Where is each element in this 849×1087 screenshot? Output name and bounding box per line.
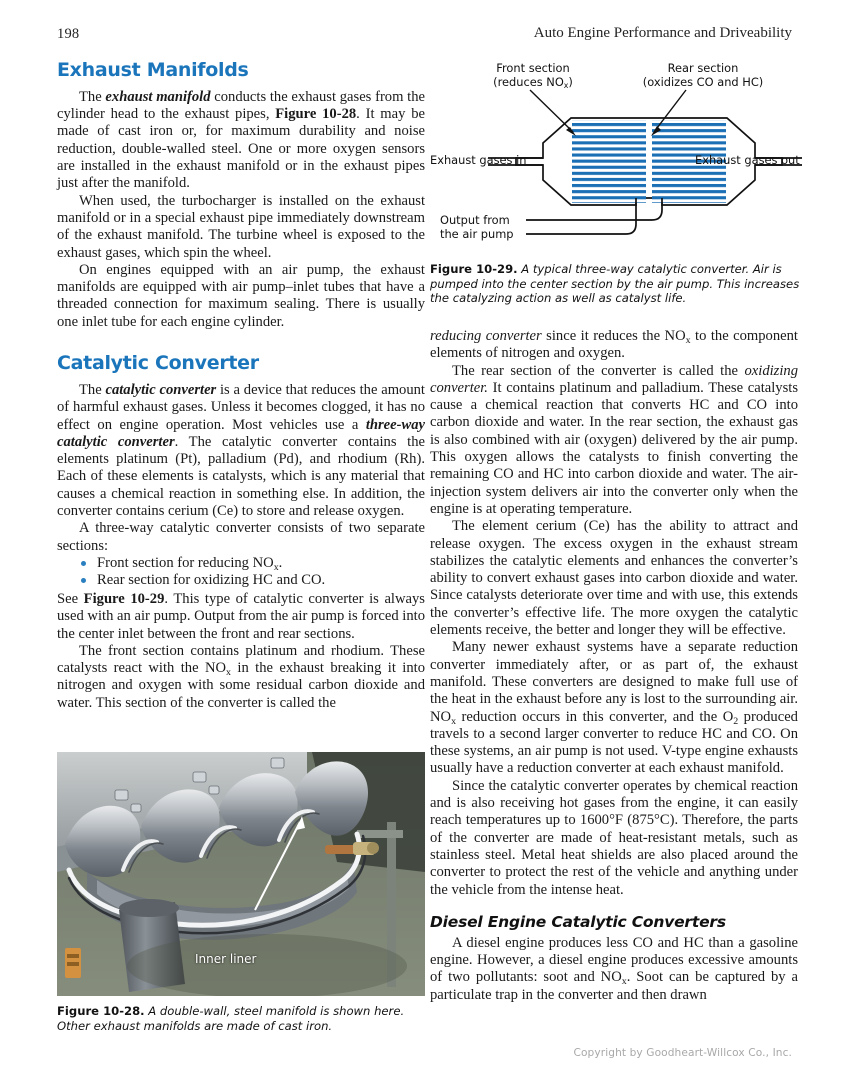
paragraph-oxidizing-converter bbox=[430, 363, 798, 519]
paragraph-cerium: The element cerium (Ce) has the ability to attract and release oxygen. The excess oxygen in the exhaust stream stabilizes the catalytic elements and enhances the converter’s ability to convert exhaust gases into carbon dioxide and water. Since catalysts deteriorate over time and with use, this extends the converter’s effective life. The more oxygen the catalytic elements receive, the better and longer they will be effective. bbox=[430, 518, 798, 639]
term-reducing-converter: reducing converter bbox=[430, 328, 542, 344]
figure-reference-10-29: Figure 10-29 bbox=[83, 590, 165, 607]
page-number: 198 bbox=[57, 26, 80, 42]
text-run: conducts the exhaust gases from the cylinder head to the exhaust pipes, bbox=[57, 88, 426, 123]
term-exhaust-manifold: exhaust manifold bbox=[105, 88, 211, 105]
bullet-dot-icon bbox=[81, 561, 86, 566]
text-run: (reduces NO bbox=[493, 74, 564, 89]
term-three-way-catalytic-converter: three-way catalytic converter bbox=[57, 416, 425, 450]
label-rear-section-line2: (oxidizes CO and HC) bbox=[642, 74, 764, 89]
label-air-pump-line1: Output from bbox=[440, 213, 510, 227]
subscript-x: x bbox=[621, 976, 627, 988]
text-run: The front section contains platinum and rhodium. These catalysts react with the NO bbox=[57, 642, 425, 677]
label-rear-section bbox=[628, 62, 778, 89]
subscript-x: x bbox=[563, 80, 569, 90]
photo-annotation-inner-liner: Inner liner bbox=[195, 952, 257, 966]
text-run: reduction occurs in this converter, and the O bbox=[456, 708, 734, 725]
label-exhaust-gases-in: Exhaust gases in bbox=[430, 153, 527, 167]
heading-exhaust-manifolds: Exhaust Manifolds bbox=[57, 59, 249, 81]
paragraph-reducing-converter bbox=[430, 328, 798, 363]
text-run: since it reduces the NO bbox=[541, 328, 686, 344]
paragraph-two-sections: A three-way catalytic converter consists of two separate sections: bbox=[57, 520, 425, 554]
subscript-x: x bbox=[226, 666, 231, 678]
list-item-text: Rear section for oxidizing HC and CO. bbox=[97, 572, 326, 589]
figure-10-28-caption bbox=[57, 1004, 425, 1033]
figure-10-28-caption-wrap bbox=[57, 1004, 425, 1033]
figure-10-28-label: Figure 10-28. bbox=[57, 1004, 145, 1018]
text-run: . It may be made of cast iron or, for maximum durability and noise reduction, double-walled steel. One or more oxygen sensors are installed in the exhaust manifold or in the exhaust pipes just after the manifold. bbox=[57, 106, 425, 192]
list-item bbox=[81, 572, 425, 590]
label-front-section bbox=[478, 62, 588, 89]
label-rear-section-line1: Rear section bbox=[667, 61, 739, 75]
label-output-from-air-pump bbox=[440, 214, 514, 241]
list-item-text: Front section for reducing NO bbox=[97, 554, 274, 571]
subscript-x: x bbox=[685, 334, 691, 346]
heading-diesel-engine-catalytic-converters: Diesel Engine Catalytic Converters bbox=[430, 912, 726, 931]
left-column bbox=[57, 60, 425, 712]
subscript-x: x bbox=[451, 715, 457, 727]
label-front-section-line1: Front section bbox=[496, 61, 570, 75]
copyright-notice: Copyright by Goodheart-Willcox Co., Inc. bbox=[573, 1047, 792, 1059]
bullet-dot-icon bbox=[81, 578, 86, 583]
heading-catalytic-converter: Catalytic Converter bbox=[57, 352, 259, 375]
paragraph-catalytic-converter-intro bbox=[57, 382, 425, 520]
running-head: Auto Engine Performance and Driveability bbox=[533, 25, 792, 41]
text-run: . Soot can be captured by a particulate trap in the converter and then drawn bbox=[430, 969, 799, 1003]
figure-reference-10-28: Figure 10-28 bbox=[275, 106, 357, 123]
paragraph-see-figure-10-29 bbox=[57, 591, 425, 643]
figure-10-28-photo bbox=[57, 752, 425, 996]
paragraph-turbocharger: When used, the turbocharger is installed on the exhaust manifold or in a special exhaust pipe immediately downstream of the exhaust manifold. The turbine wheel is exposed to the exhaust gases, which spin the wheel. bbox=[57, 192, 425, 261]
text-run: ) bbox=[568, 74, 573, 89]
text-run: It contains platinum and palladium. These catalysts cause a chemical reaction that converts HC and CO into carbon dioxide and water. In the rear section, the exhaust gas is also combined with air (oxygen) delivered by the air pump. This oxygen allows the catalysts to finish converting the remaining CO and HC into carbon dioxide and water. The air-injection system delivers air into the converter only when the engine is at operating temperature. bbox=[430, 379, 798, 517]
text-run: to the component elements of nitrogen and oxygen. bbox=[430, 328, 798, 362]
label-air-pump-line2: the air pump bbox=[440, 226, 514, 241]
term-catalytic-converter: catalytic converter bbox=[105, 381, 217, 398]
text-run: The rear section of the converter is called the bbox=[452, 362, 745, 379]
figure-10-29-caption-wrap bbox=[430, 262, 802, 306]
text-run: A diesel engine produces less CO and HC than a gasoline engine. However, a diesel engine produces excessive amounts of two pollutants: soot and NO bbox=[430, 934, 798, 986]
text-run: See bbox=[57, 590, 84, 607]
paragraph-front-section bbox=[57, 643, 425, 712]
text-run: in the exhaust breaking it into nitrogen and oxygen with some residual carbon dioxide and water. This section of the converter is called the bbox=[57, 660, 426, 711]
list-item bbox=[81, 555, 425, 573]
text-run: . This type of catalytic converter is always used with an air pump. Output from the air pump is forced into the center inlet between the front and rear sections. bbox=[57, 590, 425, 642]
subscript-x: x bbox=[273, 561, 279, 573]
paragraph-newer-exhaust-systems bbox=[430, 639, 798, 777]
text-run: produced travels to a second larger converter to reduce HC and CO. On these systems, an air pump is not used. V-type engine exhausts usually have a reduction converter at each exhaust manifold. bbox=[430, 708, 798, 777]
paragraph-exhaust-manifold-intro bbox=[57, 89, 425, 193]
figure-10-29-caption bbox=[430, 262, 802, 306]
paragraph-diesel-converters bbox=[430, 935, 798, 1004]
front-section-catalyst bbox=[572, 120, 646, 203]
text-run: The bbox=[79, 88, 106, 105]
figure-10-29-label: Figure 10-29. bbox=[430, 262, 518, 276]
figure-10-29-diagram bbox=[430, 62, 802, 252]
front-section-leader bbox=[530, 90, 573, 132]
figure-10-29-caption-text: A typical three-way catalytic converter. Air is pumped into the center section by the air pump. This increases the catalyzing action as well as catalyst life. bbox=[430, 262, 800, 306]
paragraph-air-pump-tubes: On engines equipped with an air pump, the exhaust manifolds are equipped with air pump–inlet tubes that have a threaded connection for maximum sealing. There is usually one inlet tube for each engine cylinder. bbox=[57, 261, 425, 330]
text-run: The bbox=[79, 381, 106, 398]
text-run: Many newer exhaust systems have a separate reduction converter immediately after, or as part of, the exhaust manifold. These converters are designed to make full use of the heat in the exhaust before any is lost to the surrounding air. NO bbox=[430, 639, 798, 725]
text-run: . The catalytic converter contains the elements platinum (Pt), palladium (Pd), and rhodium (Rh). Each of these elements is catalysts, which is any material that causes a chemical reaction in something else. In addition, the converter contains cerium (Ce) to store and release oxygen. bbox=[57, 433, 425, 520]
converter-sections-list bbox=[57, 555, 425, 590]
right-column bbox=[430, 328, 798, 1004]
paragraph-converter-temperature: Since the catalytic converter operates by chemical reaction and is also receiving hot gases from the engine, it can easily reach temperatures up to 1600°F (875°C). Therefore, the parts of the converter are made of heat-resistant metals, such as stainless steel. Metal heat shields are also placed around the converter to protect the rest of the vehicle and anything under the vehicle from the intense heat. bbox=[430, 777, 798, 898]
term-oxidizing-converter: oxidizing converter. bbox=[430, 362, 798, 396]
figure-10-28-caption-text: A double-wall, steel manifold is shown here. Other exhaust manifolds are made of cast iron. bbox=[57, 1004, 405, 1033]
list-item-suffix: . bbox=[278, 554, 283, 571]
subscript-2: 2 bbox=[733, 715, 739, 727]
label-exhaust-gases-out: Exhaust gases out bbox=[695, 153, 800, 167]
label-front-section-line2 bbox=[478, 76, 588, 90]
text-run: is a device that reduces the amount of harmful exhaust gases. Unless it becomes clogged, it has no effect on engine operation. Most vehicles use a bbox=[57, 381, 425, 433]
